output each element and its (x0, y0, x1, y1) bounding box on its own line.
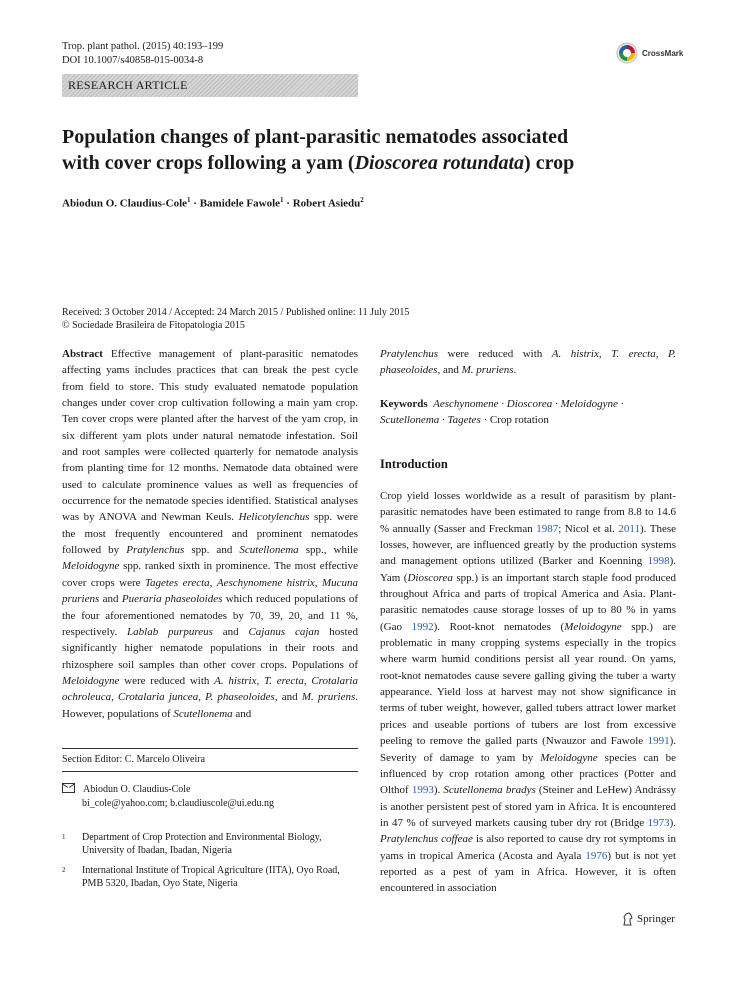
author-sep: · (190, 197, 200, 210)
intro-text: ). Root-knot nematodes ( (433, 620, 565, 633)
intro-text: spp.) is an important starch staple food produced throughout Africa and parts of tropical America and Asia. Plant-parasitic nematodes cause storage losses of up to 80 % in yams (Gao (380, 571, 676, 633)
citation-link[interactable]: 1998 (647, 555, 670, 568)
title-line-1: Population changes of plant-parasitic nematodes associated (62, 126, 569, 148)
publisher-name: Springer (637, 913, 675, 925)
author-list (62, 196, 364, 210)
abstract-text: spp. were the most frequently encountered and prominent nematodes followed by (62, 511, 358, 557)
affiliation-text: Department of Crop Protection and Environmental Biology, University of Ibadan, Ibadan, Nigeria (82, 832, 322, 856)
abstract-text: were reduced with (119, 674, 215, 687)
abstract-italic: A. histrix, T. erecta, P. phaseoloides (380, 348, 676, 377)
intro-text: ). Severity of damage to yam by (380, 735, 676, 764)
abstract-italic: Meloidogyne (62, 674, 120, 687)
abstract-text: spp., while (298, 544, 358, 557)
abstract-text: , (314, 576, 322, 589)
abstract-text: and (212, 625, 249, 638)
intro-text: ). (433, 784, 444, 797)
intro-text: Crop yield losses worldwide as a result of parasitism by plant-parasitic nematodes have been estimated to range from 8.8 to 14.6 % annually (Sasser and Freckman (380, 490, 676, 535)
intro-italic: Meloidogyne (564, 620, 622, 633)
article-type-label: RESEARCH ARTICLE (68, 78, 188, 92)
introduction-body (380, 488, 676, 897)
corresponding-email[interactable]: bi_cole@yahoo.com; b.claudiuscole@ui.edu.ng (82, 798, 274, 809)
footnote-rule (62, 748, 358, 749)
abstract-italic: Pratylenchus (126, 544, 185, 557)
intro-text: (Steiner and LeHew) Andrássy is another persistent pest of stored yam in Africa. It is encountered in 47 % of surveyed markets causing tuber dry rot (Bridge (380, 784, 676, 829)
keywords-list: Aeschynomene · Dioscorea · Meloidogyne · Scutellonema · Tagetes (380, 398, 624, 427)
section-editor: Section Editor: C. Marcelo Oliveira (62, 754, 206, 765)
abstract-italic: M. pruriens (301, 691, 356, 704)
abstract-text: and (232, 707, 252, 720)
citation-link[interactable]: 1976 (585, 849, 608, 862)
abstract-italic: Meloidogyne (62, 560, 120, 573)
intro-italic: Dioscorea (407, 571, 453, 584)
author-2-affil: 1 (280, 196, 284, 204)
author-1-affil: 1 (187, 196, 191, 204)
abstract-text: , (209, 576, 217, 589)
citation-link[interactable]: 1993 (411, 784, 434, 797)
abstract-text: and (99, 593, 122, 606)
abstract-italic: Mucuna pruriens (62, 576, 358, 606)
dates-line: Received: 3 October 2014 / Accepted: 24 March 2015 / Published online: 11 July 2015 (62, 307, 410, 318)
abstract-continued (380, 346, 676, 379)
abstract-italic: Helicotylenchus (238, 511, 310, 524)
abstract-text: spp. ranked sixth in prominence. The most effective cover crops were (62, 560, 358, 589)
author-2[interactable]: Bamidele Fawole (199, 197, 281, 210)
intro-text: ). (669, 816, 676, 829)
abstract-italic: Scutellonema (239, 544, 299, 557)
affiliation-text: International Institute of Tropical Agriculture (IITA), Oyo Road, PMB 5320, Ibadan, Oyo State, Nigeria (82, 865, 340, 889)
citation-link[interactable]: 1987 (536, 522, 559, 535)
title-line-2a: with cover crops following a yam ( (62, 152, 355, 174)
abstract-italic: M. pruriens (461, 364, 514, 377)
author-1[interactable]: Abiodun O. Claudius-Cole (62, 197, 188, 210)
affiliation-2 (62, 864, 358, 890)
footnote-rule (62, 771, 358, 772)
keywords-label: Keywords (380, 398, 428, 410)
copyright-line: © Sociedade Brasileira de Fitopatologia 2015 (62, 320, 245, 331)
abstract-label: Abstract (62, 348, 103, 360)
author-3[interactable]: Robert Asiedu (292, 197, 361, 210)
abstract-text: which reduced populations of the four aforementioned nematodes by 70, 39, 20, and 11 %, respectively. (62, 593, 358, 638)
abstract-italic: Lablab purpureus (127, 625, 213, 638)
crossmark-icon (616, 42, 638, 64)
journal-citation: Trop. plant pathol. (2015) 40:193–199 (62, 41, 224, 52)
citation-link[interactable]: 2011 (618, 522, 640, 535)
abstract-italic: Aeschynomene histrix (216, 576, 315, 589)
intro-text: ) but is not yet reported as a pest of yam in Africa. However, it is often encountered in association (380, 849, 676, 895)
section-heading-introduction: Introduction (380, 457, 448, 471)
crossmark-badge[interactable] (616, 40, 716, 66)
publisher-logo (622, 912, 675, 926)
corresponding-author (62, 783, 274, 811)
abstract-italic: Tagetes erecta (144, 576, 210, 589)
abstract-italic: Scutellonema (173, 707, 233, 720)
citation-link[interactable]: 1973 (647, 816, 670, 829)
abstract-italic: Cajanus cajan (248, 625, 320, 638)
abstract-text: , and (437, 364, 462, 377)
envelope-icon (62, 783, 75, 793)
intro-text: species can be influenced by crop rotation among other practices (Potter and Olthof (380, 751, 676, 797)
citation-link[interactable]: 1992 (411, 620, 434, 633)
abstract-text: . However, populations of (62, 691, 358, 720)
intro-italic: Scutellonema bradys (443, 784, 536, 797)
abstract-text: spp. and (184, 544, 240, 557)
citation-link[interactable]: 1991 (647, 735, 670, 748)
title-line-2b: ) crop (524, 152, 575, 174)
intro-text: spp.) are problematic in many cropping systems especially in the tropics where warm humid conditions persist all year round. On yams, root-knot nematodes cause severe galling giving the tuber a warty appearance. Yield loss at harvest may not show significance in terms of tuber weight, however, galled tubers attract lower market prices and useable portions of tubers are lost from excessive peeling to remove the galled parts (Nwauzor and Fawole (380, 620, 676, 748)
abstract-text: were reduced with (438, 348, 552, 360)
article-title (62, 124, 682, 176)
abstract-italic: Pueraria phaseoloides (121, 593, 223, 606)
intro-italic: Pratylenchus coffeae (380, 833, 473, 846)
intro-text: ). These losses, however, are influenced greatly by the production systems and management options utilized (Barker and Koenning (380, 522, 676, 568)
corresponding-name: Abiodun O. Claudius-Cole (83, 784, 191, 795)
abstract-text: Effective management of plant-parasitic nematodes affecting yams includes practices that can break the pest cycle from field to store. This study evaluated nematode population changes under cover crop cultivation following a main yam crop. Ten cover crops were planted after the harvest of the yam crop, in six different yam plots under natural nematode infestation. Soil and root samples were collected quarterly for nematode analysis from planting time for 12 months. Nematode data obtained were used to calculate prominence values as well as frequencies of occurrence for the nematode species identified. Statistical analyses was by ANOVA and Newman Keuls. (62, 348, 358, 524)
publication-dates (62, 306, 409, 332)
springer-horse-icon (622, 912, 634, 926)
intro-text: is also reported to cause dry rot symptoms in yams in tropical America (Acosta and Ayala (380, 833, 676, 862)
abstract-text: . (513, 364, 517, 377)
abstract-text: and (277, 691, 302, 704)
author-sep: · (283, 197, 293, 210)
affiliation-number: 1 (62, 833, 66, 841)
intro-text: ; Nicol et al. (558, 522, 619, 535)
abstract-italic: Pratylenchus (380, 348, 439, 360)
keywords (380, 396, 676, 429)
affiliation-number: 2 (62, 866, 66, 874)
affiliation-1 (62, 831, 358, 857)
abstract-text: hosted significantly higher nematode populations in their roots and rhizosphere soil samples than other cover crops. Populations of (62, 625, 358, 671)
intro-text: ). Yam ( (380, 555, 676, 584)
crossmark-label: CrossMark (642, 48, 684, 58)
author-3-affil: 2 (360, 196, 364, 204)
keywords-last: · Crop rotation (480, 414, 549, 427)
title-line-2-italic: Dioscorea rotundata (354, 152, 525, 174)
intro-italic: Meloidogyne (540, 751, 598, 764)
doi[interactable]: DOI 10.1007/s40858-015-0034-8 (62, 55, 204, 66)
abstract (62, 346, 358, 722)
abstract-italic: A. histrix, T. erecta, Crotalaria ochroleuca, Crotalaria juncea, P. phaseoloides, (62, 674, 358, 704)
article-type-banner (62, 74, 358, 97)
